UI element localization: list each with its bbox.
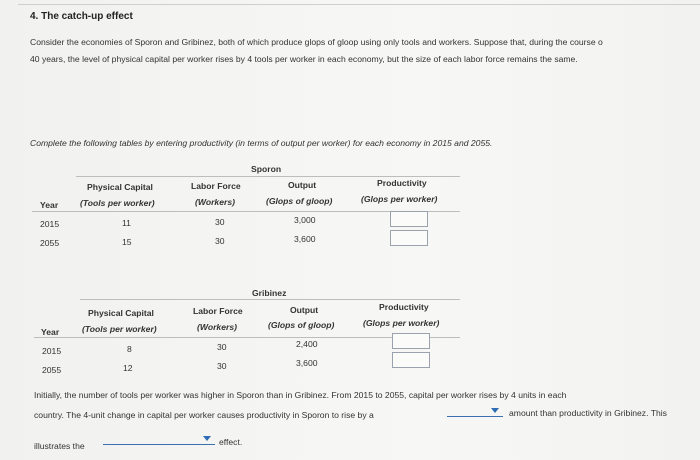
col-unit-productivity: (Glops per worker) [361, 194, 438, 204]
row-capital: 15 [122, 237, 132, 247]
col-unit-output: (Glops of gloop) [268, 320, 335, 330]
intro-text [30, 34, 700, 68]
chevron-down-icon [203, 436, 211, 441]
paragraph-line-2b: amount than productivity in Gribinez. This [509, 408, 667, 418]
intro-line-2: 40 years, the level of physical capital per worker rises by 4 tools per worker in each economy, but the size of each labor force remains the same. [30, 54, 578, 64]
row-output: 3,000 [294, 215, 316, 225]
row-output: 3,600 [296, 358, 318, 368]
row-year: 2015 [42, 346, 62, 356]
instructions: Complete the following tables by entering productivity (in terms of output per worker) for each economy in 2015 and 2055. [30, 138, 493, 148]
table-top-rule [76, 176, 460, 177]
dropdown-magnitude[interactable] [447, 406, 503, 420]
productivity-input-sporon-2055[interactable] [390, 230, 428, 246]
col-header-productivity: Productivity [379, 302, 429, 312]
col-header-year: Year [41, 327, 60, 337]
chevron-down-icon [491, 408, 499, 413]
intro-line-1: Consider the economies of Sporon and Gribinez, both of which produce glops of gloop using only tools and workers. Suppose that, during the course o [30, 37, 603, 47]
table-economy-name: Sporon [251, 164, 282, 174]
row-year: 2015 [40, 219, 60, 229]
row-labor: 30 [217, 361, 227, 371]
col-header-labor: Labor Force [193, 306, 243, 316]
col-unit-productivity: (Glops per worker) [363, 318, 440, 328]
row-year: 2055 [42, 365, 62, 375]
productivity-input-gribinez-2055[interactable] [392, 352, 430, 368]
question-title: 4. The catch-up effect [30, 11, 133, 22]
row-capital: 8 [127, 344, 132, 354]
row-labor: 30 [215, 236, 225, 246]
col-header-productivity: Productivity [377, 178, 427, 188]
col-unit-labor: (Workers) [195, 197, 235, 207]
row-output: 2,400 [296, 339, 318, 349]
col-unit-capital: (Tools per worker) [82, 324, 157, 334]
table-top-rule [80, 299, 460, 300]
row-labor: 30 [217, 342, 227, 352]
row-output: 3,600 [294, 234, 316, 244]
paragraph-line-2a: country. The 4-unit change in capital per worker causes productivity in Sporon to rise by a [34, 410, 374, 420]
col-header-labor: Labor Force [191, 181, 241, 191]
table-economy-name: Gribinez [252, 288, 287, 298]
row-capital: 12 [123, 363, 133, 373]
row-labor: 30 [215, 217, 225, 227]
col-unit-capital: (Tools per worker) [80, 198, 155, 208]
paragraph-line-3a: illustrates the [34, 441, 85, 451]
paragraph-line-3b: effect. [219, 437, 243, 447]
col-header-year: Year [40, 200, 59, 210]
dropdown-effect[interactable] [103, 432, 215, 446]
col-header-output: Output [288, 180, 317, 190]
dropdown-effect-value [103, 434, 215, 445]
col-header-capital: Physical Capital [87, 182, 153, 192]
col-unit-output: (Glops of gloop) [266, 196, 333, 206]
col-unit-labor: (Workers) [197, 322, 237, 332]
top-divider [18, 4, 700, 5]
productivity-input-sporon-2015[interactable] [390, 211, 428, 227]
col-header-output: Output [290, 305, 319, 315]
row-year: 2055 [40, 238, 60, 248]
col-header-capital: Physical Capital [88, 308, 154, 318]
productivity-input-gribinez-2015[interactable] [392, 333, 430, 349]
row-capital: 11 [122, 218, 131, 228]
paragraph-line-1: Initially, the number of tools per worker was higher in Sporon than in Gribinez. From 2015 to 2055, capital per worker rises by 4 units in each [34, 390, 567, 400]
